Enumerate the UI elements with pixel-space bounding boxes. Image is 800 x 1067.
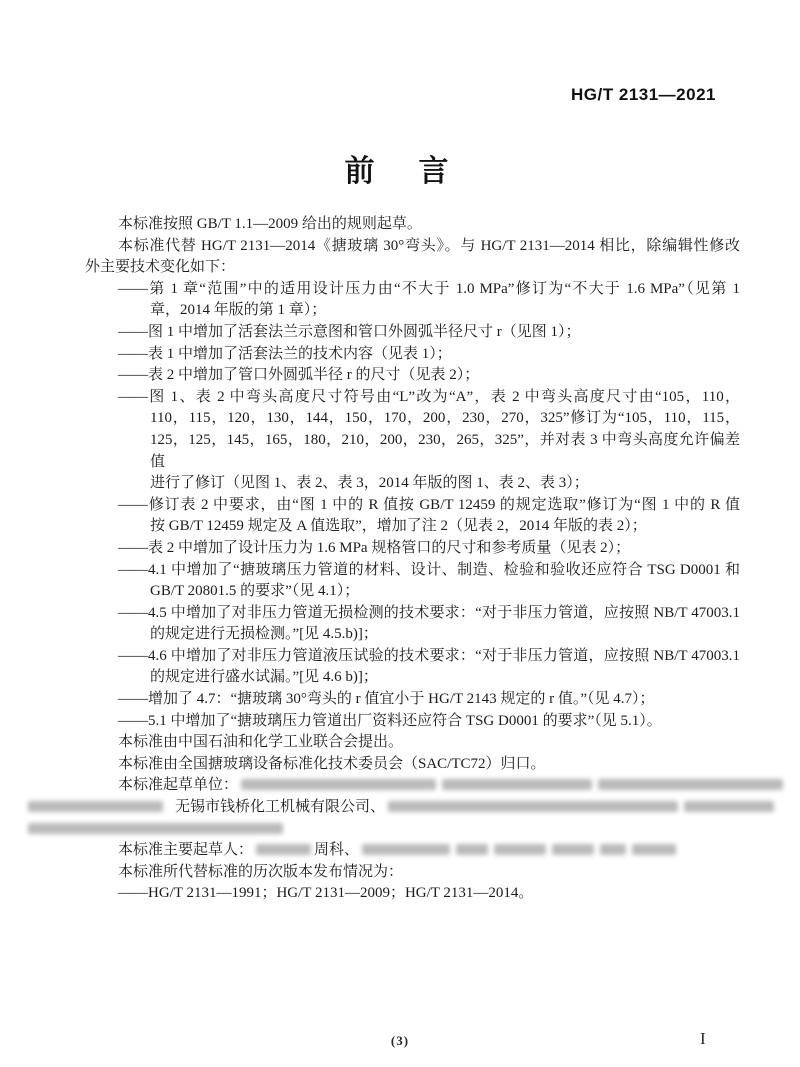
foreword-change-item: ——表 1 中增加了活套法兰的技术内容（见表 1）； [118,345,452,362]
foreword-change-item: ——图 1 中增加了活套法兰示意图和管口外圆弧半径尺寸 r（见图 1）； [118,323,581,340]
footer-center-note: (3) [390,1033,410,1048]
drafting-orgs-line-2 [85,797,740,819]
foreword-change-item: ——修订表 2 中要求，由“图 1 中的 R 值按 GB/T 12459 的规定选取”修订为“图 1 中的 R 值 [118,496,740,513]
drafter-visible: 周科、 [314,842,360,859]
redacted-text [388,801,678,812]
redacted-text [28,801,163,812]
foreword-line: 章，2014 年版的第 1 章）； [150,302,327,319]
drafting-orgs-line-1 [85,775,740,797]
foreword-line: 按 GB/T 12459 规定及 A 值选取”，增加了注 2（见表 2，2014 年版的表 2）； [150,518,647,535]
redacted-text [552,844,594,855]
foreword-line: 本标准代替 HG/T 2131—2014《搪玻璃 30°弯头》。与 HG/T 2131—2014 相比，除编辑性修改 [118,237,740,254]
redacted-text [456,844,488,855]
redacted-text [256,844,311,855]
foreword-line: 本标准所代替标准的历次版本发布情况为： [118,863,404,880]
foreword-change-item: ——4.1 中增加了“搪玻璃压力管道的材料、设计、制造、检验和验收还应符合 TSG D0001 和 [118,561,740,578]
foreword-change-item: ——表 2 中增加了设计压力为 1.6 MPa 规格管口的尺寸和参考质量（见表 2）； [118,539,631,556]
redacted-text [598,779,783,790]
foreword-change-item: ——4.5 中增加了对非压力管道无损检测的技术要求：“对于非压力管道，应按照 NB/T 47003.1 [118,604,740,621]
redacted-text [28,823,283,834]
drafting-org-visible: 无锡市钱桥化工机械有限公司、 [175,799,386,816]
drafting-orgs-label: 本标准起草单位： [118,777,239,794]
page-title: 前 言 [344,155,456,188]
foreword-line: GB/T 20801.5 的要求”（见 4.1）； [150,583,360,600]
foreword-change-item: ——增加了 4.7：“搪玻璃 30°弯头的 r 值宜小于 HG/T 2143 规定的 r 值。”（见 4.7）； [118,691,655,708]
foreword-line: 125，125，145，165，180，210，200，230，265，325”，并对表 3 中弯头高度允许偏差值 [150,431,740,470]
foreword-change-item: ——5.1 中增加了“搪玻璃压力管道出厂资料还应符合 TSG D0001 的要求”（见 5.1）。 [118,712,662,729]
redacted-text [494,844,546,855]
redacted-text [600,844,626,855]
page-number: I [700,1029,706,1048]
foreword-change-item: ——图 1、表 2 中弯头高度尺寸符号由“L”改为“A”，表 2 中弯头高度尺寸由“105，110， [118,388,740,405]
standard-code: HG/T 2131—2021 [571,85,716,104]
foreword-line: 进行了修订（见图 1、表 2、表 3，2014 年版的图 1、表 2、表 3）； [150,475,589,492]
redacted-text [632,844,676,855]
foreword-line: 本标准由全国搪玻璃设备标准化技术委员会（SAC/TC72）归口。 [118,755,546,772]
foreword-change-item: ——4.6 中增加了对非压力管道液压试验的技术要求：“对于非压力管道，应按照 NB/T 47003.1 [118,647,740,664]
redacted-text [362,844,450,855]
foreword-line: 110，115，120，130，144，150，170，200，230，270，325”修订为“105，110，115， [150,410,740,427]
foreword-line: 的规定进行无损检测。”[见 4.5.b)]； [150,626,378,643]
foreword-body [85,214,740,905]
redacted-text [442,779,592,790]
foreword-line: 本标准由中国石油和化学工业联合会提出。 [118,734,404,751]
redacted-text [684,801,774,812]
drafting-orgs-line-3 [85,819,740,841]
foreword-line: 本标准按照 GB/T 1.1—2009 给出的规则起草。 [118,216,422,232]
foreword-change-item: ——HG/T 2131—1991；HG/T 2131—2009；HG/T 2131—2014。 [118,885,534,902]
drafters-line [85,840,740,862]
drafters-label: 本标准主要起草人： [118,842,254,859]
foreword-change-item: ——表 2 中增加了管口外圆弧半径 r 的尺寸（见表 2）； [118,367,480,384]
redacted-text [241,779,436,790]
foreword-change-item: ——第 1 章“范围”中的适用设计压力由“不大于 1.0 MPa”修订为“不大于 1.6 MPa”（见第 1 [118,280,740,297]
foreword-line: 外主要技术变化如下： [85,259,236,276]
foreword-line: 的规定进行盛水试漏。”[见 4.6 b)]； [150,669,378,686]
